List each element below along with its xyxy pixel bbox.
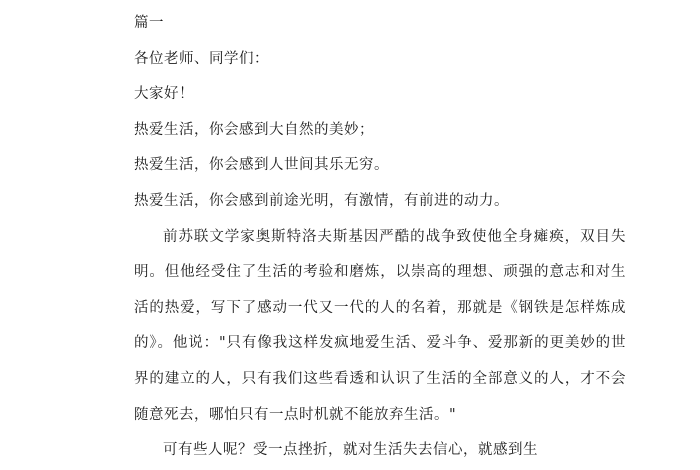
paragraph-body-1: 前苏联文学家奥斯特洛夫斯基因严酷的战争致使他全身瘫痪，双目失明。但他经受住了生活的考验和磨炼，以崇高的理想、顽强的意志和对生活的热爱，写下了感动一代又一代的人的名着，那就是《钢铁是怎样炼成的》。他说："只有像我这样发疯地爱生活、爱斗争、爱那新的更美妙的世界的建立的人，只有我们这些看透和认识了生活的全部意义的人，才不会随意死去，哪怕只有一点时机就不能放弃生活。" <box>134 228 626 423</box>
paragraph-line-1: 热爱生活，你会感到大自然的美妙； <box>134 121 374 138</box>
paragraph-greeting: 大家好！ <box>134 86 194 103</box>
paragraph-line-3: 热爱生活，你会感到前途光明，有激情，有前进的动力。 <box>134 192 509 209</box>
paragraph-body-2: 可有些人呢？受一点挫折，就对生活失去信心，就感到生 <box>163 442 538 459</box>
paragraph-line-2: 热爱生活，你会感到人世间其乐无穷。 <box>134 157 389 174</box>
paragraph-title: 篇一 <box>134 15 164 31</box>
paragraph-salutation: 各位老师、同学们： <box>134 50 269 67</box>
document-body <box>134 6 626 469</box>
